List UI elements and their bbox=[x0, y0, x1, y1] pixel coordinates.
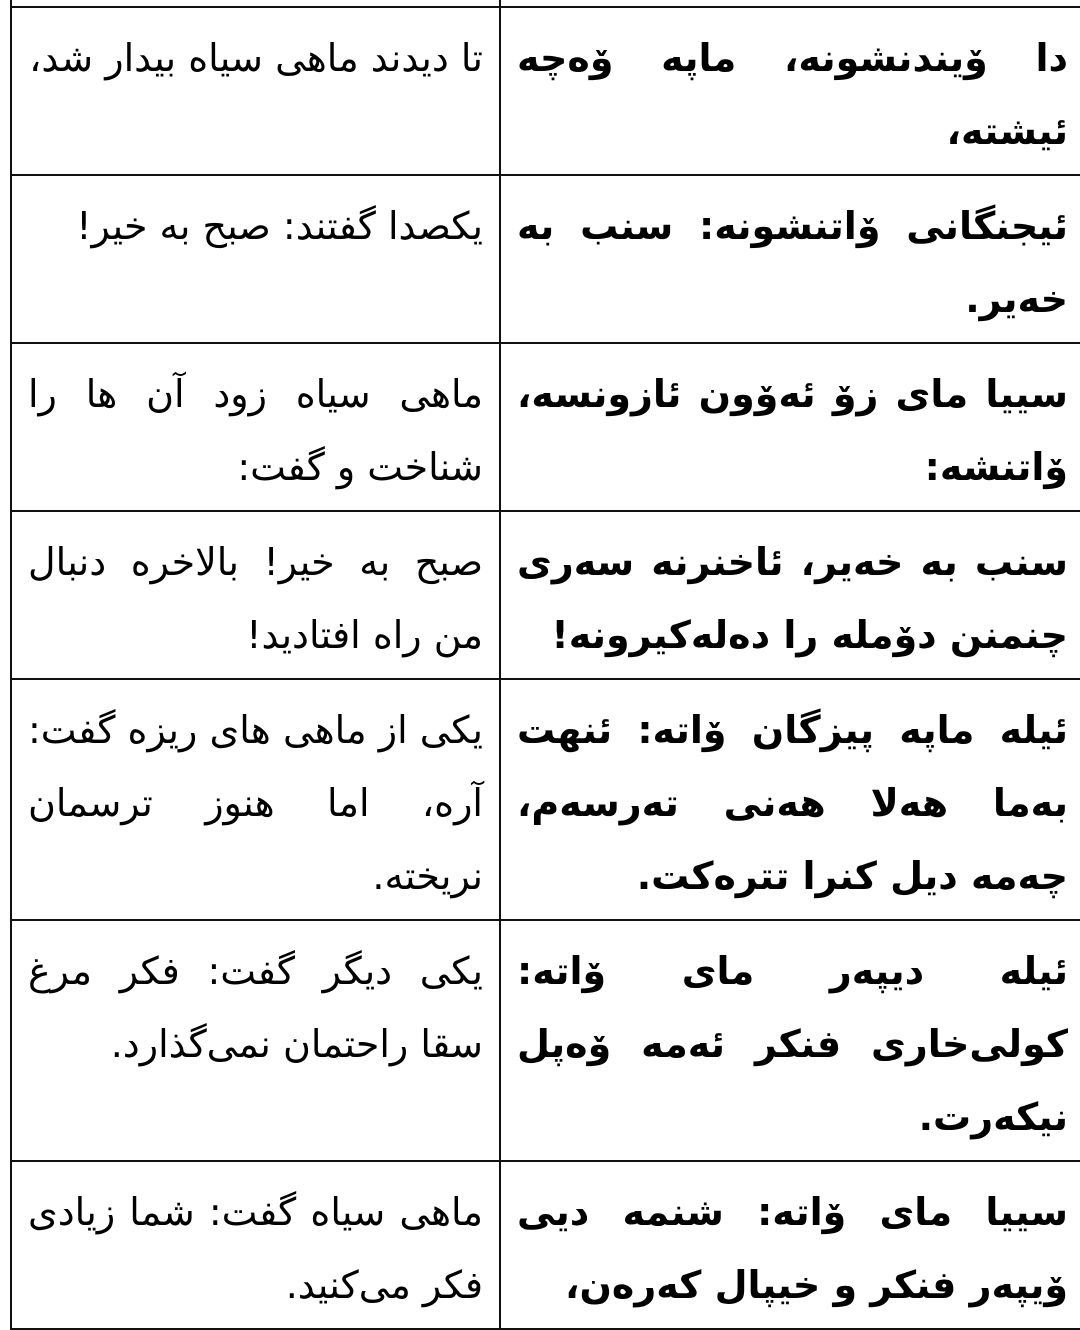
persian-cell: یکی دیگر گفت: فکر مرغ سقا راحتمان نمی‌گذارد. bbox=[11, 920, 500, 1161]
table-row bbox=[11, 0, 1080, 7]
table-row bbox=[11, 511, 1080, 679]
persian-cell bbox=[11, 0, 500, 7]
kurdish-cell bbox=[500, 0, 1080, 7]
table-row bbox=[11, 679, 1080, 920]
kurdish-cell: سییا مای ۆاتە: شنمە دیی ۆیپەر فنکر و خیپال کەرەن، bbox=[500, 1161, 1080, 1329]
kurdish-cell: سییا مای زۆ ئەۆون ئازونسە، ۆاتنشە: bbox=[500, 343, 1080, 511]
translation-table bbox=[10, 0, 1080, 1330]
table-row bbox=[11, 920, 1080, 1161]
persian-cell: یکصدا گفتند: صبح به خیر! bbox=[11, 175, 500, 343]
table-row bbox=[11, 343, 1080, 511]
table-row bbox=[11, 175, 1080, 343]
persian-cell: ماهی سیاه گفت: شما زیادی فکر می‌کنید. bbox=[11, 1161, 500, 1329]
persian-cell: تا دیدند ماهی سیاه بیدار شد، bbox=[11, 7, 500, 175]
kurdish-cell: دا ۆیندنشونە، ماپە ۆەچە ئیشتە، bbox=[500, 7, 1080, 175]
kurdish-cell: ئیلە ماپە پیزگان ۆاتە: ئنهت بەما هەلا هەنی تەرسەم، چەمە دیل کنرا تترەکت. bbox=[500, 679, 1080, 920]
persian-cell: صبح به خیر! بالاخره دنبال من راه افتادید! bbox=[11, 511, 500, 679]
kurdish-cell: ئیلە دیپەر مای ۆاتە: کولی‌خاری فنکر ئەمە ۆەپل نیکەرت. bbox=[500, 920, 1080, 1161]
table-row bbox=[11, 7, 1080, 175]
kurdish-cell: سنب بە خەیر، ئاخنرنە سەری چنمنن دۆملە را دەلەکیرونە! bbox=[500, 511, 1080, 679]
persian-cell: ماهی سیاه زود آن ها را شناخت و گفت: bbox=[11, 343, 500, 511]
persian-cell: یکی از ماهی های ریزه گفت: آره، اما هنوز ترسمان نریخته. bbox=[11, 679, 500, 920]
table-row bbox=[11, 1161, 1080, 1329]
kurdish-cell: ئیجنگانی ۆاتنشونە: سنب بە خەیر. bbox=[500, 175, 1080, 343]
